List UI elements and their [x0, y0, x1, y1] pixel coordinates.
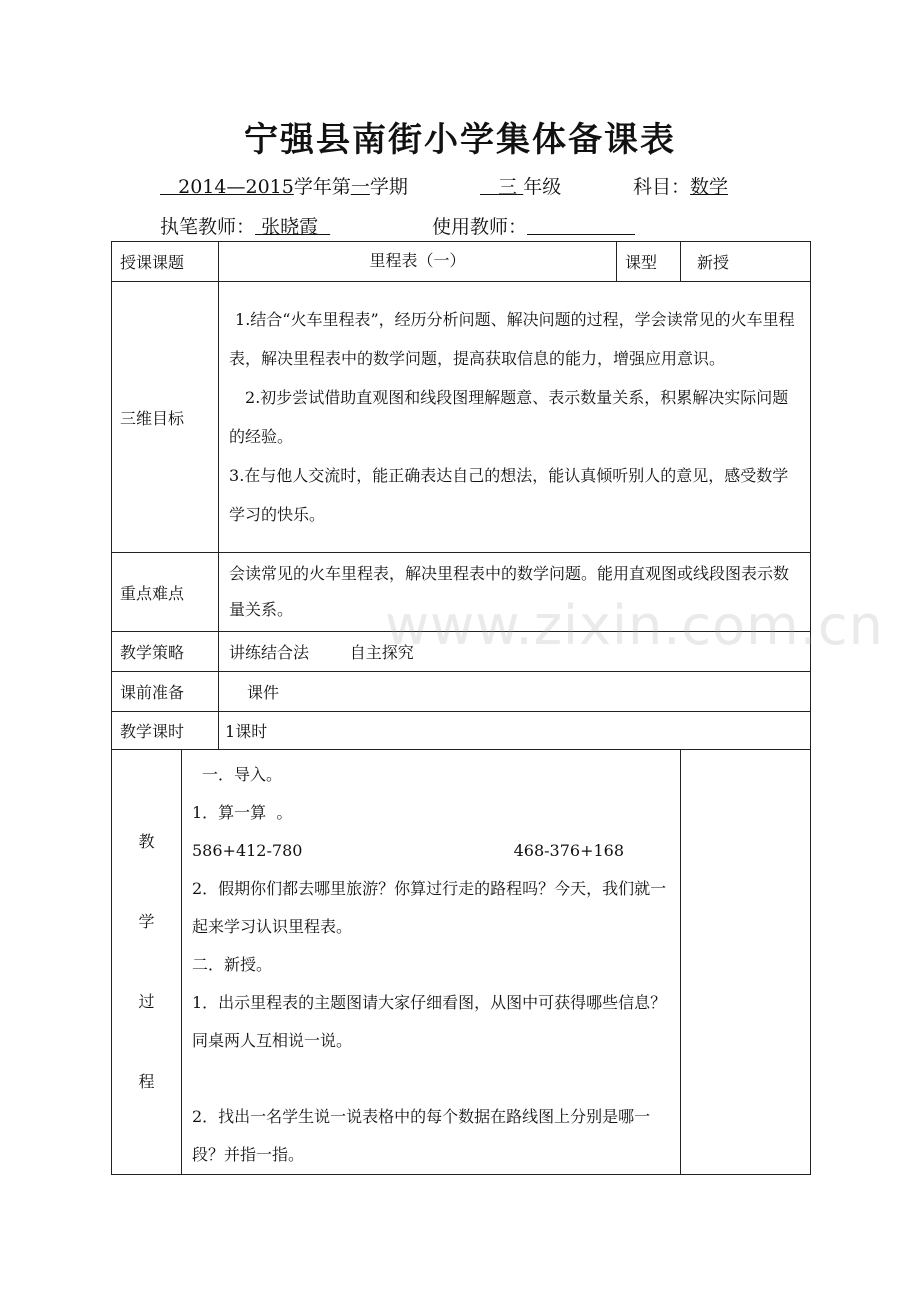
process-char-4: 程	[138, 1072, 155, 1091]
process-spacer	[192, 1060, 672, 1098]
goal-3: 3.在与他人交流时，能正确表达自己的想法，能认真倾听别人的意见，感受数学学习的快乐。	[229, 466, 789, 524]
process-row	[112, 750, 811, 1175]
user-blank	[527, 216, 635, 235]
process-formulas	[192, 832, 672, 870]
process-label	[112, 750, 182, 1175]
hours-content: 1课时	[219, 712, 811, 750]
process-q2: 2．假期你们都去哪里旅游？你算过行走的路程吗？今天，我们就一起来学习认识里程表。	[192, 879, 667, 936]
author-label: 执笔教师：	[160, 216, 256, 238]
goals-row	[112, 282, 811, 553]
year-suffix: 学年第	[293, 176, 351, 198]
term-line	[160, 172, 408, 199]
strategy-row	[112, 632, 811, 672]
type-label: 课型	[617, 242, 681, 282]
process-char-3: 过	[138, 992, 155, 1011]
key-label: 重点难点	[112, 553, 219, 632]
hours-label: 教学课时	[112, 712, 219, 750]
subject-label: 科目：	[633, 176, 691, 198]
topic-label: 授课课题	[112, 242, 219, 282]
hours-row	[112, 712, 811, 750]
prep-row	[112, 672, 811, 712]
user-line	[432, 212, 635, 239]
grade-suffix: 年级	[523, 176, 562, 198]
author-value: 张晓霞	[261, 216, 319, 238]
goals-content	[219, 282, 811, 553]
author-line	[160, 212, 330, 239]
prep-label: 课前准备	[112, 672, 219, 712]
process-n1: 1．出示里程表的主题图请大家仔细看图，从图中可获得哪些信息？同桌两人互相说一说。	[192, 993, 667, 1050]
process-calc: 1．算一算 。	[192, 803, 293, 822]
process-char-2: 学	[138, 912, 155, 931]
topic-value: 里程表（一）	[219, 242, 617, 282]
process-new: 二．新授。	[192, 955, 273, 974]
school-year: 2014—2015	[178, 176, 294, 198]
strategy-label: 教学策略	[112, 632, 219, 672]
term-suffix: 学期	[369, 176, 408, 198]
goal-1: 1.结合“火车里程表”，经历分析问题、解决问题的过程，学会读常见的火车里程表，解决里程表中的数学问题，提高获取信息的能力，增强应用意识。	[229, 310, 795, 368]
process-notes	[681, 750, 811, 1175]
process-intro: 一．导入。	[202, 765, 283, 784]
process-char-1: 教	[138, 832, 155, 851]
key-row	[112, 553, 811, 632]
type-value: 新授	[681, 242, 811, 282]
grade-value: 三	[498, 176, 518, 198]
formula-a: 586+412-780	[192, 841, 303, 860]
prep-content: 课件	[219, 672, 811, 712]
subject-value: 数学	[690, 176, 729, 198]
key-content: 会读常见的火车里程表，解决里程表中的数学问题。能用直观图或线段图表示数量关系。	[219, 553, 811, 632]
goals-label: 三维目标	[112, 282, 219, 553]
goal-2: 2.初步尝试借助直观图和线段图理解题意、表示数量关系，积累解决实际问题的经验。	[229, 388, 789, 446]
process-content	[182, 750, 681, 1175]
strategy-content: 讲练结合法 自主探究	[219, 632, 811, 672]
document-title: 宁强县南街小学集体备课表	[244, 120, 676, 160]
term-number: 一	[350, 176, 370, 198]
topic-row	[112, 242, 811, 282]
process-n2: 2．找出一名学生说一说表格中的每个数据在路线图上分别是哪一段？并指一指。	[192, 1107, 651, 1164]
formula-b: 468-376+168	[513, 841, 625, 860]
user-label: 使用教师：	[432, 216, 528, 238]
subject-line	[633, 172, 728, 199]
lesson-table	[111, 241, 811, 1175]
grade-line	[480, 172, 561, 199]
watermark: www.zixin.com.cn	[385, 594, 884, 657]
